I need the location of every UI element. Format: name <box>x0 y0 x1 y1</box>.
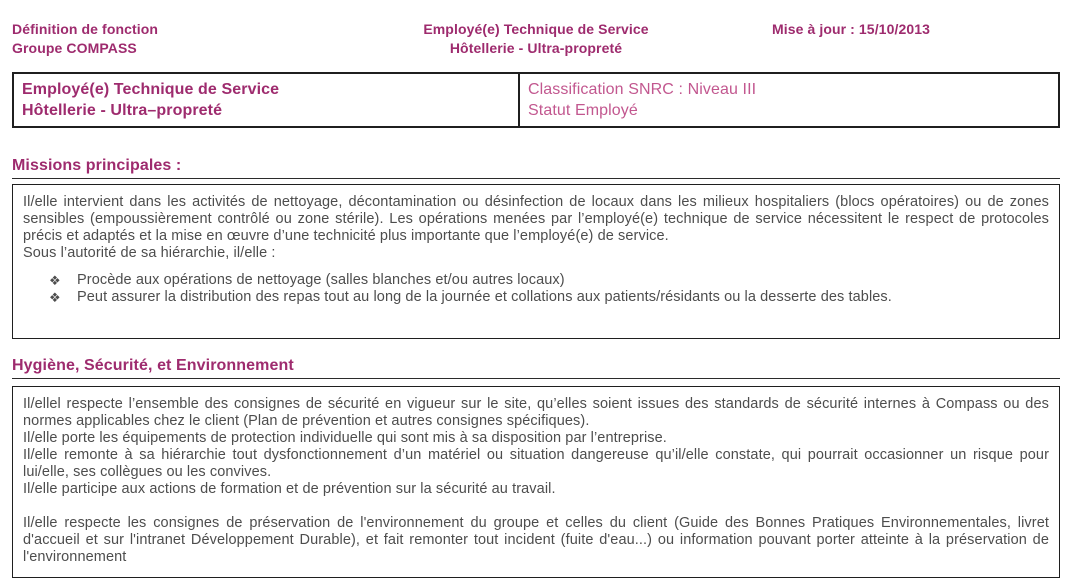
bullet-diamond-icon: ❖ <box>49 273 61 288</box>
status-label: Statut Employé <box>528 102 638 119</box>
bullet-text: Procède aux opérations de nettoyage (salles blanches et/ou autres locaux) <box>77 272 565 288</box>
title-cell-job <box>14 74 520 126</box>
company-name: Groupe COMPASS <box>12 40 137 56</box>
hse-paragraph: Il/elle remonte à sa hiérarchie tout dysfonctionnement d’un matériel ou situation dangereuse qu’il/elle constate, qui pourrait occasionner un risque pour lui/elle, ses collègues ou les convives. <box>23 447 1049 480</box>
hse-paragraph: Il/elle participe aux actions de formation et de prévention sur la sécurité au travail. <box>23 481 556 497</box>
title-table <box>12 72 1060 128</box>
job-title-header: Employé(e) Technique de Service <box>423 21 649 37</box>
doc-type-label: Définition de fonction <box>12 21 159 37</box>
bullet-text: Peut assurer la distribution des repas tout au long de la journée et collations aux patients/résidants ou la desserte des tables. <box>77 289 892 305</box>
bullet-diamond-icon: ❖ <box>49 290 61 305</box>
hse-heading: Hygiène, Sécurité, et Environnement <box>12 357 1060 379</box>
classification-label: Classification SNRC : Niveau III <box>528 81 757 98</box>
title-cell-classification <box>520 74 1058 126</box>
job-subtitle-header: Hôtellerie - Ultra-propreté <box>449 40 623 56</box>
job-title: Employé(e) Technique de Service <box>22 81 280 98</box>
missions-sub-line: Sous l’autorité de sa hiérarchie, il/elle : <box>23 245 276 261</box>
hse-box <box>12 386 1060 578</box>
header-left <box>12 20 423 58</box>
hse-paragraph: Il/elle respecte les consignes de préservation de l'environnement du groupe et celles du client (Guide des Bonnes Pratiques Environnementales, livret d'accueil et sur l'intranet Développement Durable), et fait remonter tout incident (fuite d'eau...) ou information pouvant porter atteinte à la préservation de l'environnement <box>23 515 1049 565</box>
hse-paragraph: Il/ellel respecte l’ensemble des consignes de sécurité en vigueur sur le site, qu’elles soient issues des standards de sécurité internes à Compass ou des normes applicables chez le client (Plan de prévention et autres consignes spécifiques). <box>23 396 1049 429</box>
missions-bullet-list <box>23 272 1049 306</box>
header-center <box>423 20 648 58</box>
list-item <box>49 272 1049 289</box>
document-header <box>12 20 1060 58</box>
header-right <box>649 20 1060 39</box>
missions-box <box>12 184 1060 339</box>
missions-intro-paragraph: Il/elle intervient dans les activités de nettoyage, décontamination ou désinfection de locaux dans les milieux hospitaliers (blocs opératoires) ou de zones sensibles (empoussièrement contrôlé ou zone stérile). Les opérations menées par l’employé(e) technique de service nécessitent le respect de protocoles précis et adaptés et la mise en œuvre d’une technicité plus importante que l’employé(e) de service. <box>23 194 1049 244</box>
update-date: Mise à jour : 15/10/2013 <box>771 21 930 37</box>
hse-paragraph: Il/elle porte les équipements de protection individuelle qui sont mis à sa disposition par l’entreprise. <box>23 430 667 446</box>
job-subtitle: Hôtellerie - Ultra–propreté <box>22 102 223 119</box>
list-item <box>49 289 1049 306</box>
missions-heading: Missions principales : <box>12 157 1060 179</box>
